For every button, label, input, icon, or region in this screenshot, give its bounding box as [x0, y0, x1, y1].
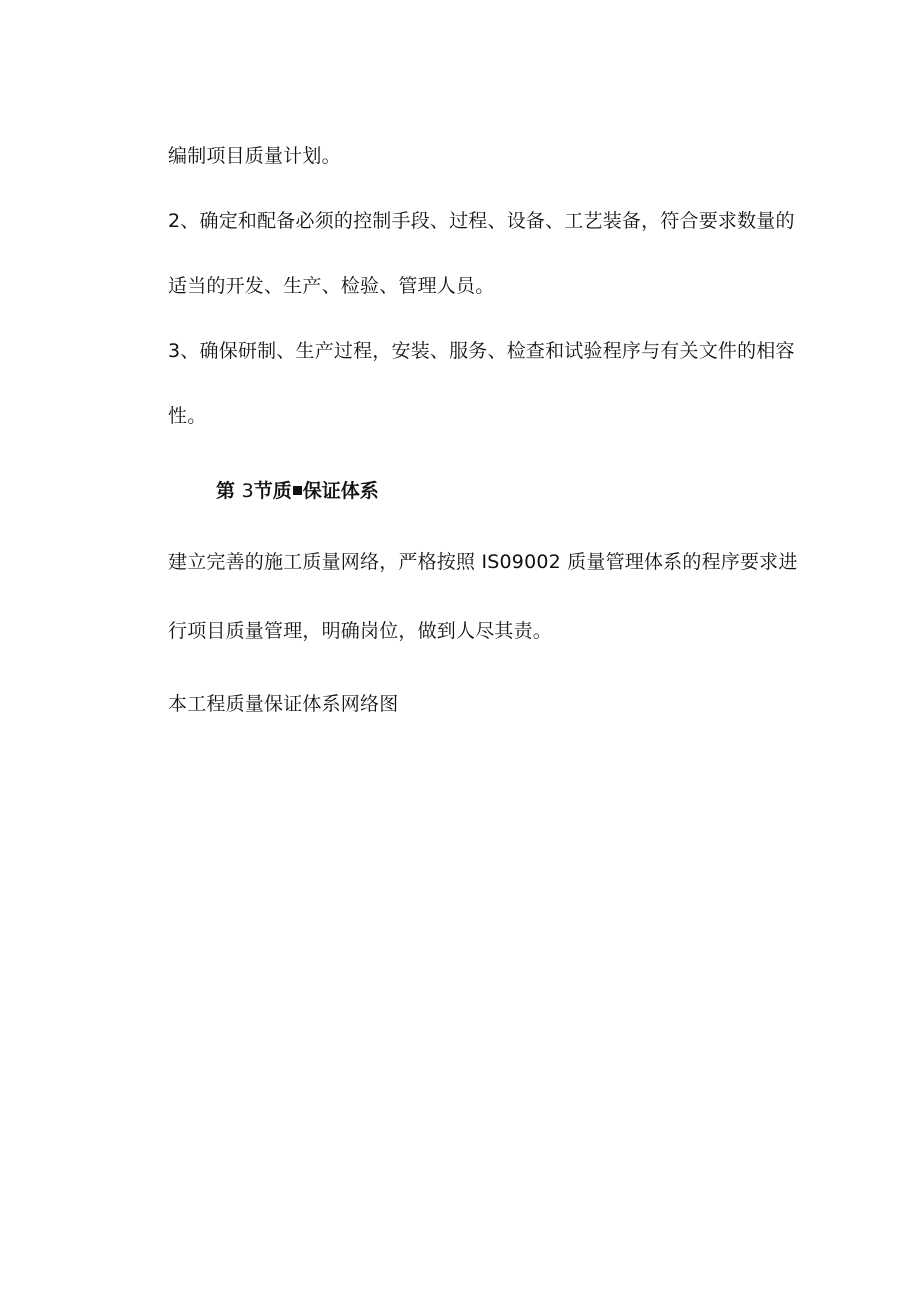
heading-middle: 节质	[253, 480, 292, 502]
paragraph-line: 行项目质量管理，明确岗位，做到人尽其责。	[168, 620, 553, 642]
list-item-2: 2、确定和配备必须的控制手段、过程、设备、工艺装备，符合要求数量的	[168, 210, 795, 232]
list-item-3-continuation: 性。	[168, 405, 207, 427]
square-bullet-icon	[293, 486, 302, 495]
heading-number: 3	[241, 480, 254, 502]
paragraph-line: 编制项目质量计划。	[168, 145, 341, 167]
heading-suffix: 保证体系	[302, 480, 379, 502]
list-item-2-continuation: 适当的开发、生产、检验、管理人员。	[168, 275, 495, 297]
figure-caption: 本工程质量保证体系网络图	[168, 693, 399, 715]
paragraph-line: 建立完善的施工质量网络，严格按照 IS09002 质量管理体系的程序要求进	[168, 551, 798, 573]
heading-prefix: 第	[216, 480, 236, 502]
list-item-3: 3、确保研制、生产过程，安装、服务、检查和试验程序与有关文件的相容	[168, 340, 795, 362]
section-heading	[216, 478, 379, 504]
